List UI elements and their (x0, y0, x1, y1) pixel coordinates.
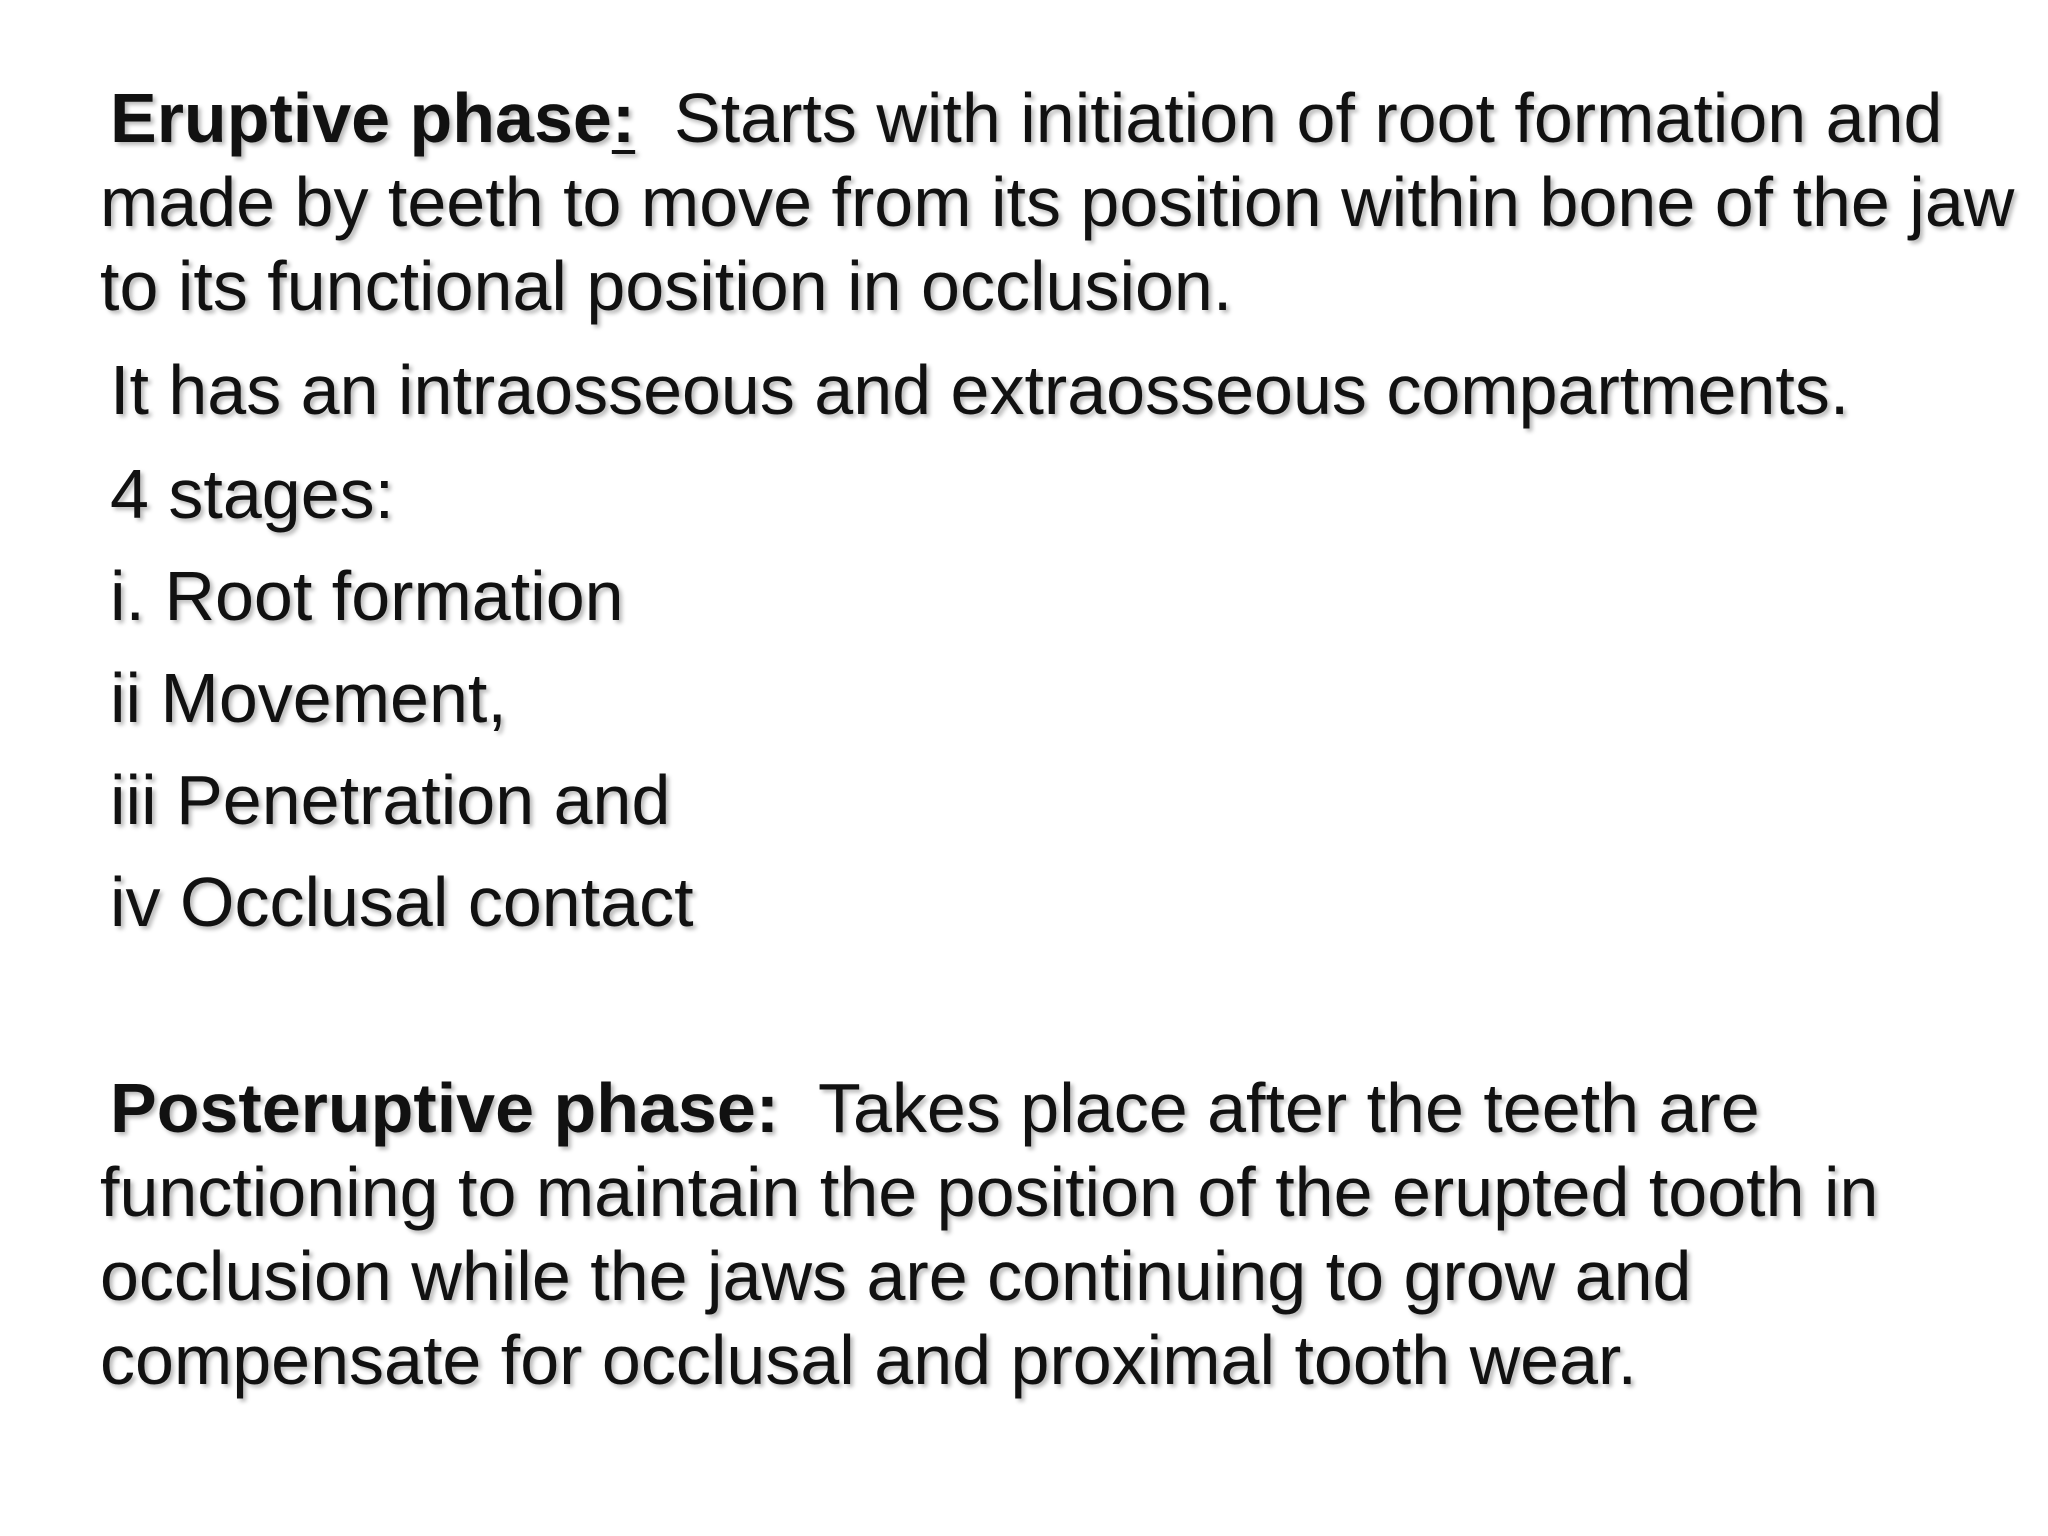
compartments-text: It has an intraosseous and extraosseous compartments. (110, 351, 1850, 429)
indent (100, 79, 110, 157)
eruptive-phase-colon: : (611, 79, 636, 157)
posteruptive-phase-heading: Posteruptive phase: (110, 1069, 780, 1147)
stage-item: i. Root formation (110, 557, 624, 635)
eruptive-phase-heading: Eruptive phase (110, 79, 612, 157)
posteruptive-phase-paragraph (100, 1066, 2020, 1402)
indent (100, 1069, 110, 1147)
eruptive-phase-paragraph (100, 76, 2020, 328)
stage-item: iii Penetration and (110, 761, 671, 839)
eruptive-phase-description: Starts with initiation of root formation and made by teeth to move from its position within bone of the jaw to its functional position in occlusion. (100, 79, 2015, 325)
stage-item: iv Occlusal contact (110, 863, 694, 941)
posteruptive-phase-description: Takes place after the teeth are functioning to maintain the position of the erupted tooth in occlusion while the jaws are continuing to grow and compensate for occlusal and proximal tooth wear. (100, 1069, 1879, 1399)
stage-item: ii Movement, (110, 659, 507, 737)
stages-title: 4 stages: (110, 455, 395, 533)
